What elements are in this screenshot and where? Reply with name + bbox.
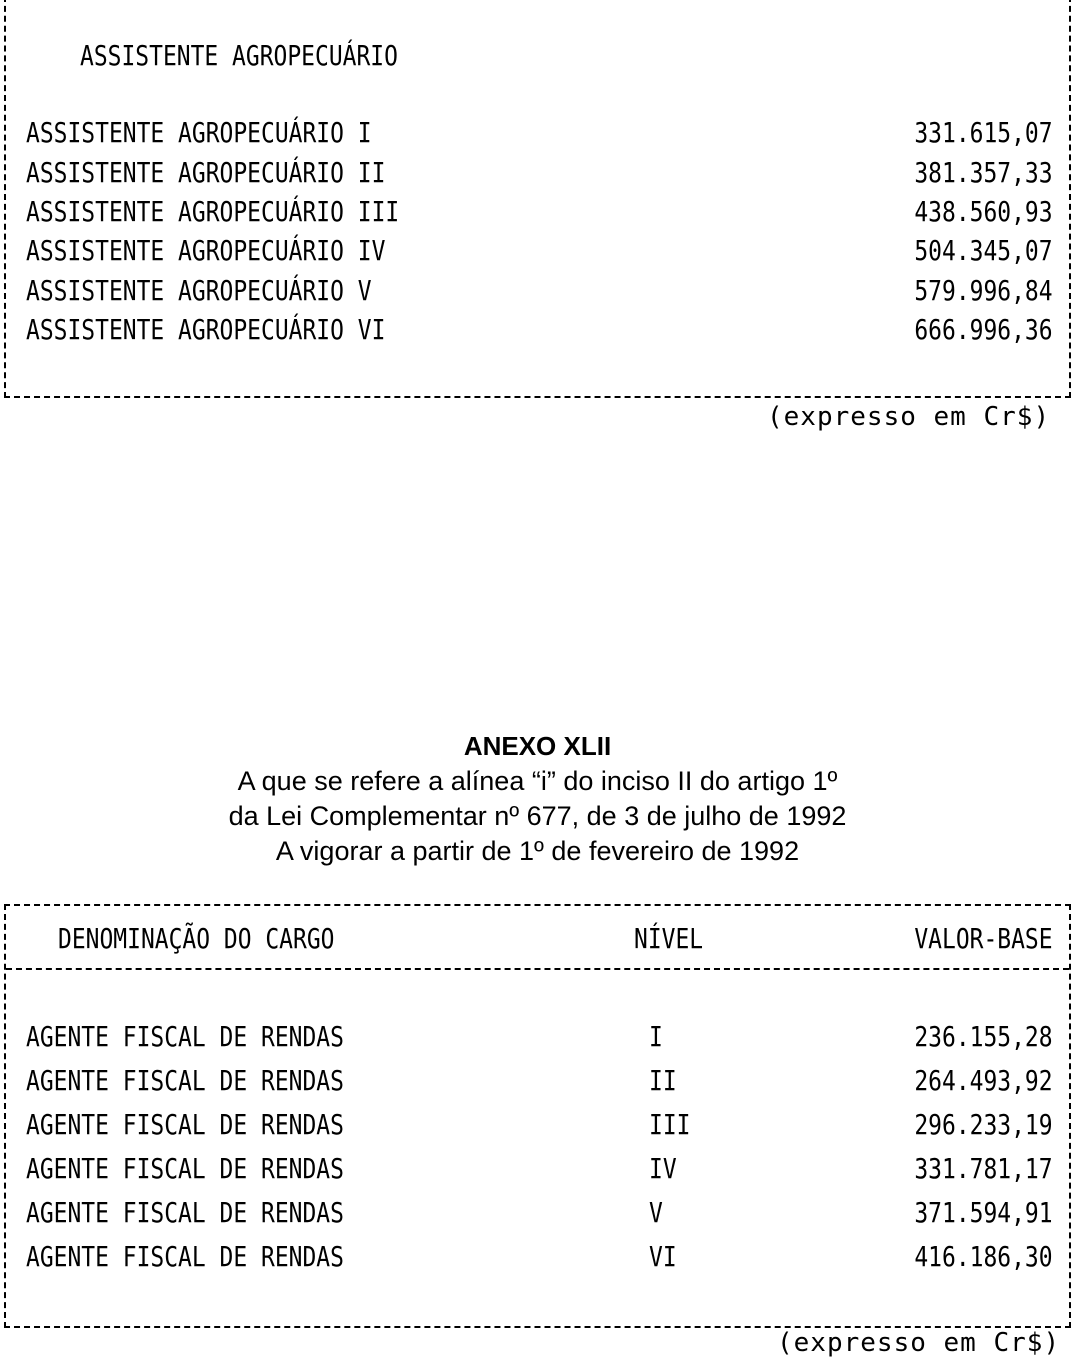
row-value: 381.357,33 xyxy=(914,156,1053,189)
row-label: ASSISTENTE AGROPECUÁRIO V xyxy=(26,274,372,307)
table-row xyxy=(6,1152,1069,1192)
row-label: ASSISTENTE AGROPECUÁRIO III xyxy=(26,195,400,228)
cargo-cell: AGENTE FISCAL DE RENDAS xyxy=(26,1020,344,1053)
annex-title: ANEXO XLII xyxy=(463,731,612,761)
header-nivel: NÍVEL xyxy=(634,922,704,955)
nivel-cell: II xyxy=(649,1064,677,1097)
cargo-cell: AGENTE FISCAL DE RENDAS xyxy=(26,1064,344,1097)
valor-cell: 264.493,92 xyxy=(914,1064,1053,1097)
nivel-cell: III xyxy=(649,1108,691,1141)
nivel-cell: I xyxy=(649,1020,663,1053)
table-row xyxy=(6,234,1069,274)
table-agente-fiscal xyxy=(4,904,1071,1328)
valor-cell: 371.594,91 xyxy=(914,1196,1053,1229)
currency-note: (expresso em Cr$) xyxy=(777,1328,1061,1358)
header-divider xyxy=(6,968,1069,970)
table-row xyxy=(6,274,1069,314)
valor-cell: 236.155,28 xyxy=(914,1020,1053,1053)
valor-cell: 416.186,30 xyxy=(914,1240,1053,1273)
table-row xyxy=(6,1196,1069,1236)
table-row xyxy=(6,1064,1069,1104)
row-value: 438.560,93 xyxy=(914,195,1053,228)
cargo-cell: AGENTE FISCAL DE RENDAS xyxy=(26,1152,344,1185)
table-row xyxy=(6,195,1069,235)
valor-cell: 331.781,17 xyxy=(914,1152,1053,1185)
row-value: 331.615,07 xyxy=(914,116,1053,149)
annex-line-1: A que se refere a alínea “i” do inciso II do artigo 1º xyxy=(237,766,838,796)
row-value: 666.996,36 xyxy=(914,313,1053,346)
row-label: ASSISTENTE AGROPECUÁRIO IV xyxy=(26,234,386,267)
table-row xyxy=(6,313,1069,353)
annex-line-3: A vigorar a partir de 1º de fevereiro de 1992 xyxy=(275,836,800,866)
cargo-cell: AGENTE FISCAL DE RENDAS xyxy=(26,1108,344,1141)
table-assistente-agropecuario xyxy=(4,0,1071,398)
group-title: ASSISTENTE AGROPECUÁRIO xyxy=(80,39,398,72)
table-row xyxy=(6,156,1069,196)
table-row xyxy=(6,1108,1069,1148)
header-valor: VALOR-BASE xyxy=(914,922,1053,955)
valor-cell: 296.233,19 xyxy=(914,1108,1053,1141)
row-value: 579.996,84 xyxy=(914,274,1053,307)
currency-note: (expresso em Cr$) xyxy=(767,402,1051,432)
header-cargo: DENOMINAÇÃO DO CARGO xyxy=(58,922,335,955)
annex-line-2: da Lei Complementar nº 677, de 3 de julho de 1992 xyxy=(228,801,847,831)
nivel-cell: VI xyxy=(649,1240,677,1273)
table-row xyxy=(6,1240,1069,1280)
nivel-cell: IV xyxy=(649,1152,677,1185)
row-value: 504.345,07 xyxy=(914,234,1053,267)
cargo-cell: AGENTE FISCAL DE RENDAS xyxy=(26,1240,344,1273)
row-label: ASSISTENTE AGROPECUÁRIO II xyxy=(26,156,386,189)
row-label: ASSISTENTE AGROPECUÁRIO I xyxy=(26,116,372,149)
row-label: ASSISTENTE AGROPECUÁRIO VI xyxy=(26,313,386,346)
nivel-cell: V xyxy=(649,1196,663,1229)
cargo-cell: AGENTE FISCAL DE RENDAS xyxy=(26,1196,344,1229)
table-row xyxy=(6,116,1069,156)
table-row xyxy=(6,1020,1069,1060)
